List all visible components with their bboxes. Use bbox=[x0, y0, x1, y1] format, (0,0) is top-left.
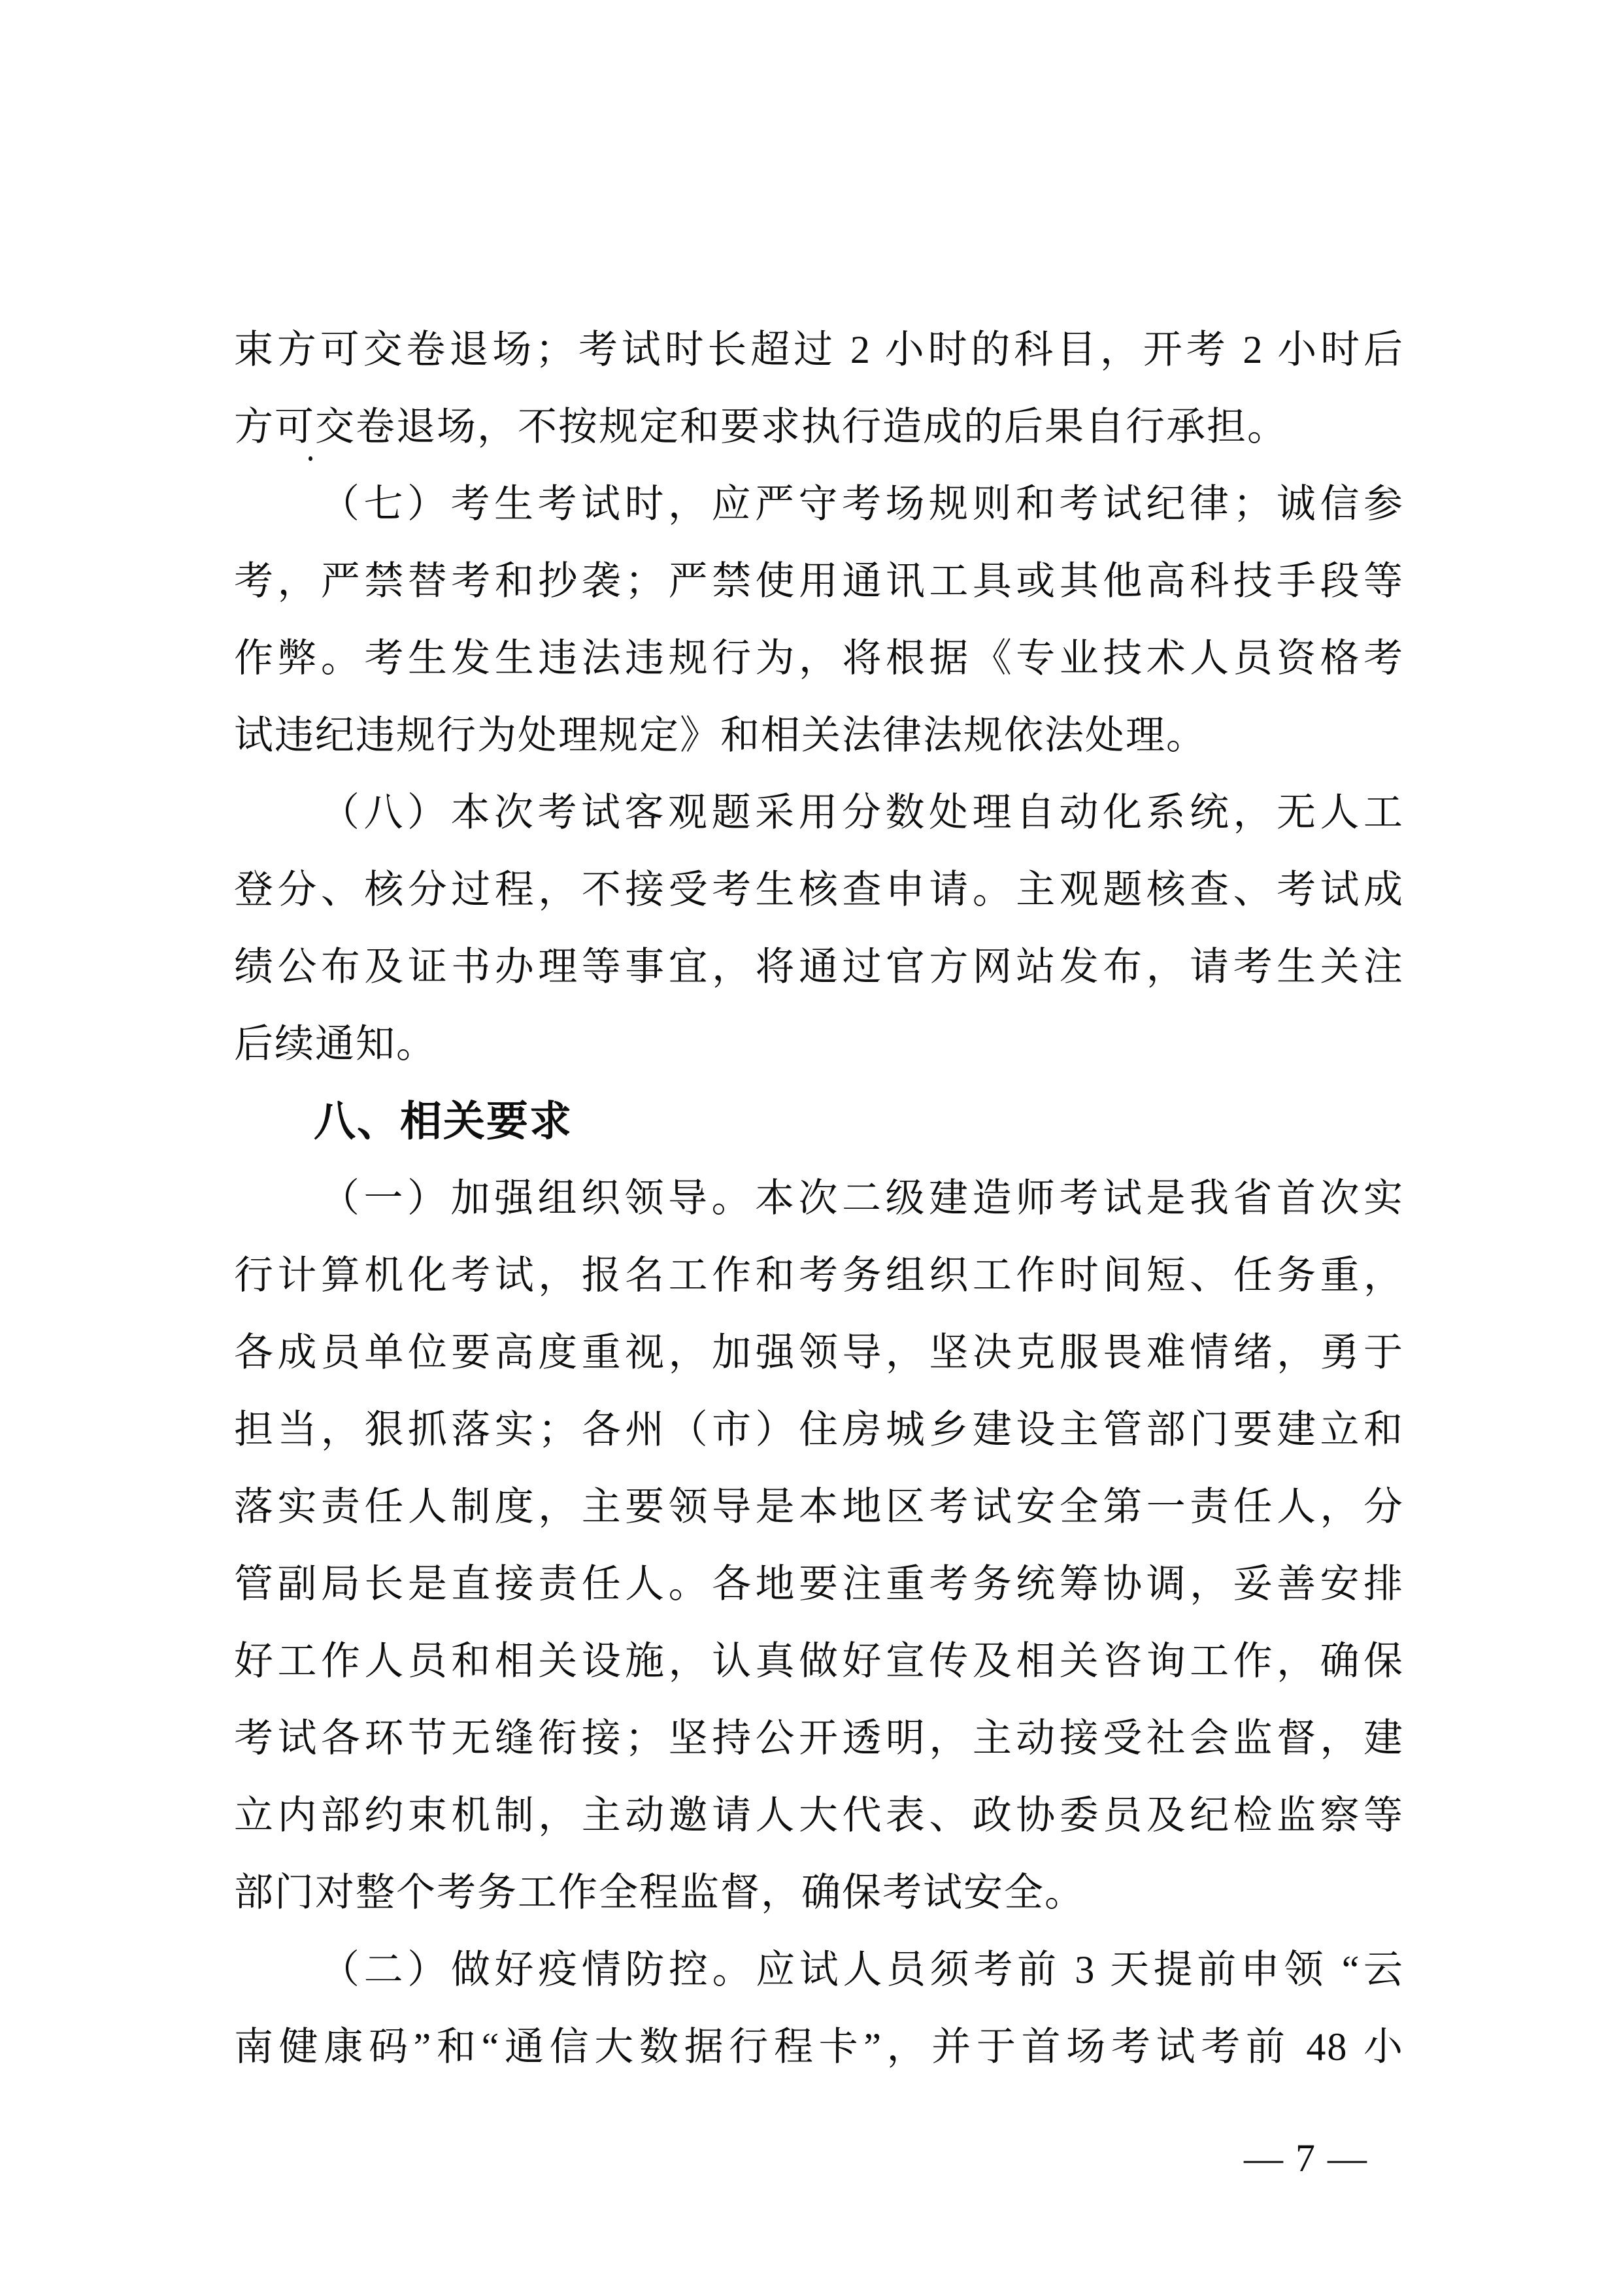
text-line: 考，严禁替考和抄袭；严禁使用通讯工具或其他高科技手段等 bbox=[234, 560, 1404, 603]
text-line: 绩公布及证书办理等事宜，将通过官方网站发布，请考生关注 bbox=[234, 945, 1404, 988]
text-line: 束方可交卷退场；考试时长超过 2 小时的科目，开考 2 小时后 bbox=[234, 328, 1404, 371]
text-line: 后续通知。 bbox=[234, 1022, 437, 1066]
text-line: 南健康码”和“通信大数据行程卡”，并于首场考试考前 48 小 bbox=[234, 2025, 1404, 2068]
text-line: 立内部约束机制，主动邀请人大代表、政协委员及纪检监察等 bbox=[234, 1794, 1404, 1837]
page-number-footer: — 7 — bbox=[1244, 2136, 1368, 2180]
text-line: 部门对整个考务工作全程监督，确保考试安全。 bbox=[234, 1871, 1085, 1914]
text-line: 落实责任人制度，主要领导是本地区考试安全第一责任人，分 bbox=[234, 1485, 1404, 1528]
text-line: 各成员单位要高度重视，加强领导，坚决克服畏难情绪，勇于 bbox=[234, 1331, 1404, 1374]
text-line: 方可交卷退场，不按规定和要求执行造成的后果自行承担。 bbox=[234, 405, 1288, 448]
text-line: 作弊。考生发生违法违规行为，将根据《专业技术人员资格考 bbox=[234, 637, 1404, 680]
text-block bbox=[234, 311, 1404, 2085]
text-line: 考试各环节无缝衔接；坚持公开透明，主动接受社会监督，建 bbox=[234, 1717, 1404, 1760]
text-line: 行计算机化考试，报名工作和考务组织工作时间短、任务重， bbox=[234, 1254, 1404, 1297]
section-heading-line: 八、相关要求 bbox=[314, 1098, 573, 1145]
text-line: （二）做好疫情防控。应试人员须考前 3 天提前申领 “云 bbox=[320, 1948, 1404, 1991]
text-line: 管副局长是直接责任人。各地要注重考务统筹协调，妥善安排 bbox=[234, 1562, 1404, 1606]
ink-dot-artifact bbox=[309, 456, 312, 461]
text-line: （八）本次考试客观题采用分数处理自动化系统，无人工 bbox=[320, 791, 1404, 834]
text-line: 担当，狠抓落实；各州（市）住房城乡建设主管部门要建立和 bbox=[234, 1408, 1404, 1451]
text-line: 试违纪违规行为处理规定》和相关法律法规依法处理。 bbox=[234, 714, 1207, 757]
text-line: （一）加强组织领导。本次二级建造师考试是我省首次实 bbox=[320, 1177, 1404, 1220]
text-line: （七）考生考试时，应严守考场规则和考试纪律；诚信参 bbox=[320, 482, 1404, 526]
text-line: 登分、核分过程，不接受考生核查申请。主观题核查、考试成 bbox=[234, 868, 1404, 911]
text-line: 好工作人员和相关设施，认真做好宣传及相关咨询工作，确保 bbox=[234, 1640, 1404, 1683]
